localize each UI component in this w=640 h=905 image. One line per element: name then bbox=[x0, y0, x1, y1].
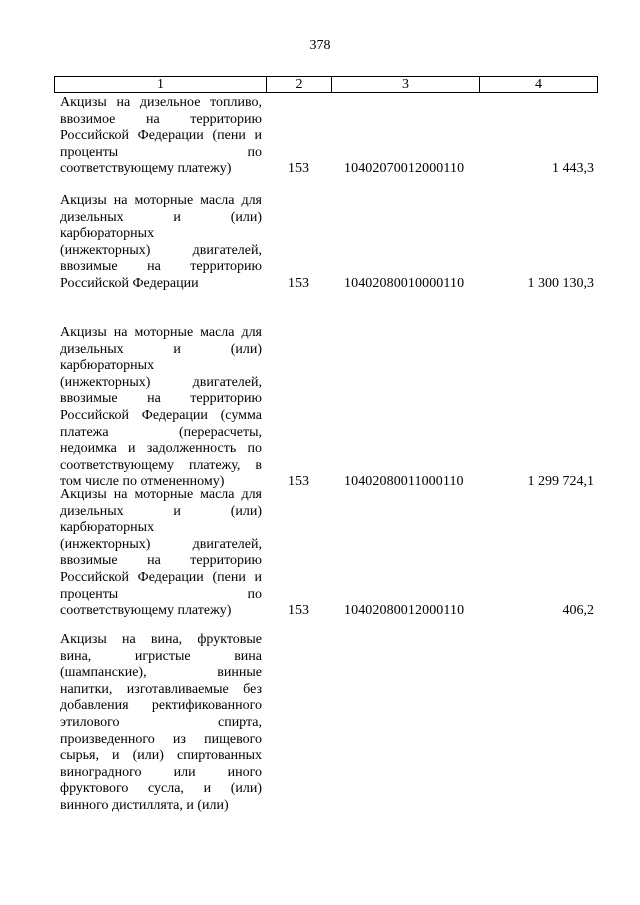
description-line: карбюраторных bbox=[60, 520, 155, 536]
description-line: фруктового сусла, и (или) bbox=[60, 781, 262, 797]
description-line: вина, игристые вина bbox=[60, 648, 262, 664]
description-line: карбюраторных bbox=[60, 358, 155, 374]
admin-code: 153 bbox=[288, 276, 309, 291]
description-line: дизельных и (или) bbox=[60, 209, 262, 225]
row-description bbox=[60, 487, 262, 620]
description-line: добавления ректификованного bbox=[60, 698, 262, 714]
admin-code: 153 bbox=[288, 161, 309, 177]
amount: 1 300 130,3 bbox=[527, 276, 594, 291]
header-col-1: 1 bbox=[55, 77, 267, 92]
budget-classification-code: 10402080011000110 bbox=[344, 474, 464, 490]
description-line: этилового спирта, bbox=[60, 714, 262, 730]
description-line: проценты по bbox=[60, 586, 262, 602]
description-line: (инжекторных) двигателей, bbox=[60, 536, 262, 552]
description-line: соответствующему платежу, в bbox=[60, 457, 262, 473]
table-header bbox=[54, 76, 598, 93]
page-number: 378 bbox=[309, 38, 331, 53]
header-col-3: 3 bbox=[332, 77, 480, 92]
description-line: дизельных и (или) bbox=[60, 503, 262, 519]
description-line: ввозимые на территорию bbox=[60, 259, 262, 275]
description-line: ввозимые на территорию bbox=[60, 553, 262, 569]
description-line: ввозимые на территорию bbox=[60, 391, 262, 407]
description-line: Акцизы на моторные масла для bbox=[60, 193, 262, 208]
admin-code: 153 bbox=[288, 603, 309, 619]
amount: 1 299 724,1 bbox=[527, 474, 594, 490]
description-line: платежа (перерасчеты, bbox=[60, 424, 262, 440]
description-line: произведенного из пищевого bbox=[60, 731, 262, 747]
description-line: сырья, и (или) спиртованных bbox=[60, 748, 262, 764]
description-line: проценты по bbox=[60, 144, 262, 160]
description-line: Российской Федерации (пени и bbox=[60, 569, 262, 585]
description-line: (инжекторных) двигателей, bbox=[60, 242, 262, 258]
description-line: напитки, изготавливаемые без bbox=[60, 681, 262, 697]
description-line: карбюраторных bbox=[60, 226, 155, 242]
row-description bbox=[60, 95, 262, 178]
row-description bbox=[60, 325, 262, 491]
description-line: том числе по отмененному) bbox=[60, 474, 225, 490]
description-line: Акцизы на дизельное топливо, bbox=[60, 95, 262, 110]
admin-code: 153 bbox=[288, 474, 309, 490]
description-line: Акцизы на моторные масла для bbox=[60, 487, 262, 502]
description-line: виноградного или иного bbox=[60, 764, 262, 780]
description-line: Акцизы на вина, фруктовые bbox=[60, 632, 262, 647]
description-line: Российской Федерации (пени и bbox=[60, 128, 262, 144]
description-line: дизельных и (или) bbox=[60, 341, 262, 357]
budget-classification-code: 10402070012000110 bbox=[344, 161, 465, 177]
description-line: (инжекторных) двигателей, bbox=[60, 374, 262, 390]
description-line: соответствующему платежу) bbox=[60, 161, 232, 177]
header-col-2: 2 bbox=[267, 77, 332, 92]
row-description bbox=[60, 632, 262, 815]
amount: 1 443,3 bbox=[552, 161, 594, 177]
description-line: Акцизы на моторные масла для bbox=[60, 325, 262, 340]
description-line: ввозимое на территорию bbox=[60, 111, 262, 127]
description-line: (шампанские), винные bbox=[60, 665, 262, 681]
header-col-4: 4 bbox=[535, 77, 542, 92]
description-line: Российской Федерации bbox=[60, 275, 199, 291]
budget-classification-code: 10402080012000110 bbox=[344, 603, 465, 619]
description-line: винного дистиллята, и (или) bbox=[60, 797, 229, 813]
row-description bbox=[60, 193, 262, 293]
budget-classification-code: 10402080010000110 bbox=[344, 276, 465, 291]
description-line: соответствующему платежу) bbox=[60, 603, 232, 619]
amount: 406,2 bbox=[562, 603, 594, 619]
description-line: недоимка и задолженность по bbox=[60, 441, 262, 457]
description-line: Российской Федерации (сумма bbox=[60, 407, 262, 423]
